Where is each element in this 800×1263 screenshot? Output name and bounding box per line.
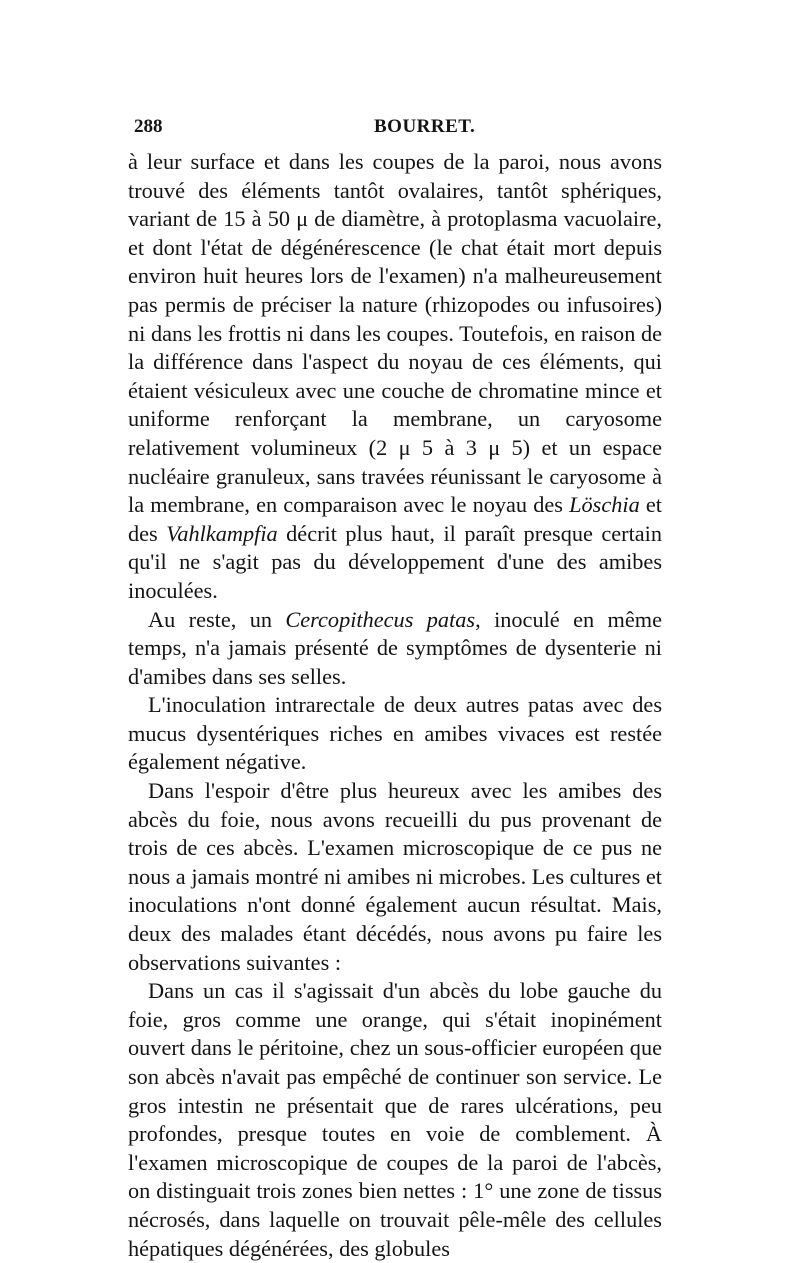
text-run: et des bbox=[128, 492, 662, 546]
text-run: L'inoculation intrarectale de deux autres patas avec des mucus dysentériques riches en amibes vivaces est restée également négative. bbox=[128, 692, 662, 775]
book-page bbox=[128, 112, 662, 1263]
paragraph-5 bbox=[128, 977, 662, 1263]
italic-term: Cercopithecus patas bbox=[285, 606, 476, 632]
body-text bbox=[128, 148, 662, 1263]
paragraph-1 bbox=[128, 148, 662, 606]
text-run: décrit plus haut, il paraît presque certain qu'il ne s'agit pas du développement d'une des amibes inoculées. bbox=[128, 520, 663, 603]
text-run: Dans un cas il s'agissait d'un abcès du lobe gauche du foie, gros comme une orange, qui s'était inopinément ouvert dans le péritoine, chez un sous-officier européen que son abcès n'avait pas empêché de continuer son service. Le gros intestin ne présentait que de rares ulcérations, peu profondes, presque toutes en voie de comblement. À l'examen microscopique de coupes de la paroi de l'abcès, on distinguait trois zones bien nettes : 1° une zone de tissus nécrosés, dans laquelle on trouvait pêle-mêle des cellules hépatiques dégénérées, des globules bbox=[128, 978, 662, 1261]
text-run: , inoculé en même temps, n'a jamais présenté de symptômes de dysenterie ni d'amibes dans ses selles. bbox=[128, 606, 663, 689]
italic-term: Vahlkampfia bbox=[166, 520, 278, 546]
paragraph-2 bbox=[128, 606, 662, 692]
text-run: Dans l'espoir d'être plus heureux avec les amibes des abcès du foie, nous avons recueilli du pus provenant de trois de ces abcès. L'examen microscopique de ce pus ne nous a jamais montré ni amibes ni microbes. Les cultures et inoculations n'ont donné également aucun résultat. Mais, deux des malades étant décédés, nous avons pu faire les observations suivantes : bbox=[128, 778, 662, 975]
paragraph-4 bbox=[128, 777, 662, 977]
italic-term: Löschia bbox=[569, 492, 640, 518]
page-header bbox=[128, 112, 662, 148]
running-title: BOURRET. bbox=[374, 116, 476, 137]
text-run: à leur surface et dans les coupes de la paroi, nous avons trouvé des éléments tantôt ovalaires, tantôt sphériques, variant de 15 à 50 μ de diamètre, à protoplasma vacuolaire, et dont l'état de dégénérescence (le chat était mort depuis environ huit heures lors de l'examen) n'a malheureusement pas permis de préciser la nature (rhizopodes ou infusoires) ni dans les frottis ni dans les coupes. Toutefois, en raison de la différence dans l'aspect du noyau de ces éléments, qui étaient vésiculeux avec une couche de chromatine mince et uniforme renforçant la membrane, un caryosome relativement volumineux (2 μ 5 à 3 μ 5) et un espace nucléaire granuleux, sans travées réunissant le caryosome à la membrane, en comparaison avec le noyau des bbox=[128, 149, 662, 518]
page-number: 288 bbox=[134, 116, 163, 137]
paragraph-3 bbox=[128, 691, 662, 777]
text-run: Au reste, un bbox=[148, 606, 286, 632]
